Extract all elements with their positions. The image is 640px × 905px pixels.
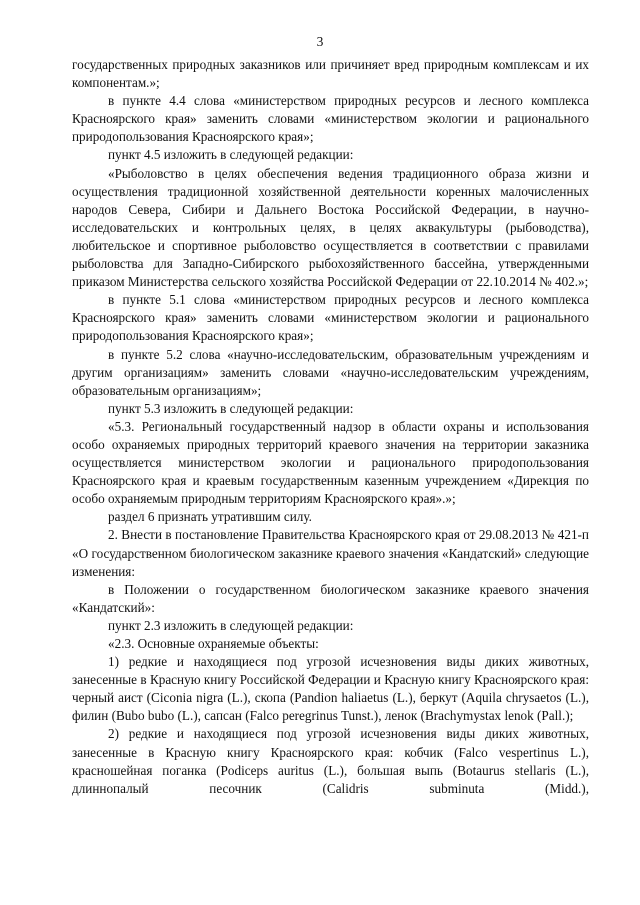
paragraph: раздел 6 признать утратившим силу.: [108, 509, 312, 525]
paragraph: «5.3. Региональный государственный надзор в области охраны и использования особо охраняемых природных территорий краевого значения на территории заказника осуществляется министерством экологии и рационального природопользования Красноярского края и краевым государственным казенным учреждением «Дирекция по особо охраняемым природным территориям Красноярского края».»;: [72, 418, 589, 507]
paragraph: пункт 5.3 изложить в следующей редакции:: [108, 400, 354, 416]
paragraph: 2. Внести в постановление Правительства Красноярского края от 29.08.2013 № 421-п «О государственном биологическом заказнике краевого значения «Кандатский» следующие изменения:: [72, 527, 589, 579]
paragraph: в Положении о государственном биологическом заказнике краевого значения «Кандатский»:: [72, 581, 589, 615]
paragraph: «Рыболовство в целях обеспечения ведения традиционного образа жизни и осуществления традиционной хозяйственной деятельности коренных малочисленных народов Севера, Сибири и Дальнего Востока Российской Федерации, в научно-исследовательских и контрольных целях, в целях аквакультуры (рыбоводства), любительское и спортивное рыболовство осуществляется в соответствии с правилами рыболовства для Западно-Сибирского рыбохозяйственного бассейна, утвержденными приказом Министерства сельского хозяйства Российской Федерации от 22.10.2014 № 402.»;: [72, 165, 589, 290]
page-number: 3: [316, 34, 324, 49]
paragraph: пункт 4.5 изложить в следующей редакции:: [108, 147, 354, 163]
paragraph: «2.3. Основные охраняемые объекты:: [108, 636, 319, 651]
document-body: [72, 56, 589, 798]
paragraph: в пункте 5.1 слова «министерством природных ресурсов и лесного комплекса Красноярского края» заменить словами «министерством экологии и рационального природопользования Красноярского края»;: [72, 292, 589, 344]
paragraph: в пункте 4.4 слова «министерством природных ресурсов и лесного комплекса Красноярского края» заменить словами «министерством экологии и рационального природопользования Красноярского края»;: [72, 93, 589, 145]
paragraph: 1) редкие и находящиеся под угрозой исчезновения виды диких животных, занесенные в Красную книгу Российской Федерации и Красную книгу Красноярского края: черный аист (Ciconia nigra (L.), скопа (Pandion haliaetus (L.), беркут (Aquila chrysaetos (L.), филин (Bubo bubo (L.), сапсан (Falco peregrinus Tunst.), ленок (Brachymystax lenok (Pall.);: [72, 654, 589, 724]
paragraph: пункт 2.3 изложить в следующей редакции:: [108, 617, 354, 633]
paragraph: государственных природных заказников или причиняет вред природным комплексам и их компонентам.»;: [72, 57, 589, 91]
paragraph: в пункте 5.2 слова «научно-исследовательским, образовательным учреждениям и другим организациям» заменить словами «научно-исследовательским учреждениям, образовательным организациям»;: [72, 346, 589, 398]
paragraph: 2) редкие и находящиеся под угрозой исчезновения виды диких животных, занесенные в Красную книгу Красноярского края: кобчик (Falco vespertinus L.), красношейная поганка (Podiceps auritus (L.), большая выпь (Botaurus stellaris (L.), длиннопалый песочник (Calidris subminuta (Midd.),: [72, 726, 589, 796]
